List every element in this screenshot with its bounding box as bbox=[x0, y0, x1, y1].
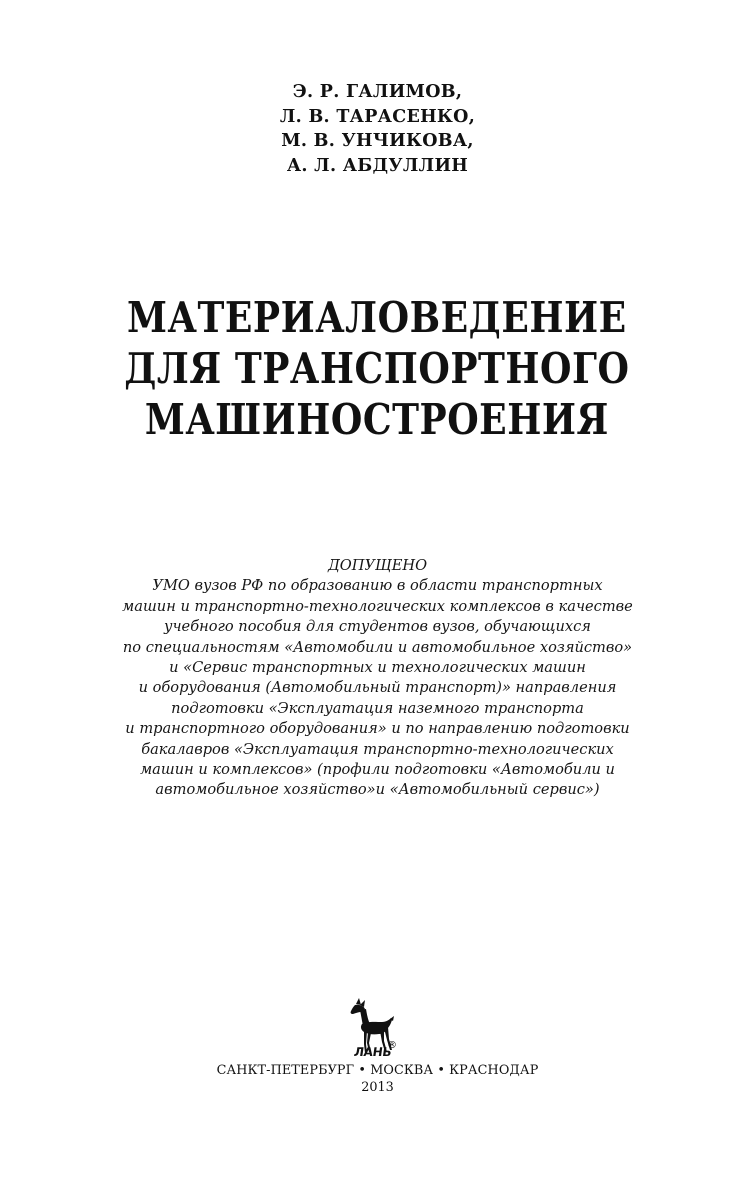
approval-line: по специальностям «Автомобили и автомобильное хозяйство» bbox=[122, 638, 633, 656]
publication-year: 2013 bbox=[361, 1080, 394, 1095]
approval-line: подготовки «Эксплуатация наземного транспорта bbox=[171, 699, 584, 717]
approval-line: и «Сервис транспортных и технологических машин bbox=[169, 659, 586, 677]
book-title bbox=[52, 292, 701, 445]
book-title-line: МАШИНОСТРОЕНИЯ bbox=[144, 395, 609, 444]
author-name: Э. Р. ГАЛИМОВ, bbox=[292, 82, 463, 102]
book-title-line: ДЛЯ ТРАНСПОРТНОГО bbox=[124, 344, 630, 393]
author-name: А. Л. АБДУЛЛИН bbox=[286, 155, 469, 176]
publisher-logo bbox=[345, 998, 407, 1064]
author-name: М. В. УНЧИКОВА, bbox=[281, 131, 474, 151]
approval-line: бакалавров «Эксплуатация транспортно-технологических bbox=[141, 740, 614, 758]
approval-notice bbox=[0, 556, 755, 801]
publisher-cities: САНКТ-ПЕТЕРБУРГ • МОСКВА • КРАСНОДАР bbox=[216, 1063, 539, 1078]
approval-heading: ДОПУЩЕНО bbox=[327, 557, 428, 574]
book-title-line: МАТЕРИАЛОВЕДЕНИЕ bbox=[127, 293, 627, 342]
authors-block bbox=[0, 80, 755, 178]
author-name: Л. В. ТАРАСЕНКО, bbox=[279, 106, 476, 127]
registered-mark: ® bbox=[387, 1040, 397, 1051]
approval-line: учебного пособия для студентов вузов, обучающихся bbox=[164, 618, 591, 636]
approval-line: машин и транспортно-технологических комплексов в качестве bbox=[122, 597, 633, 615]
approval-line: автомобильное хозяйство»и «Автомобильный сервис») bbox=[155, 781, 600, 799]
logo-wordmark: ЛАНЬ bbox=[353, 1045, 393, 1059]
approval-line: УМО вузов РФ по образованию в области транспортных bbox=[152, 577, 603, 595]
approval-line: и оборудования (Автомобильный транспорт)» направления bbox=[138, 679, 617, 697]
approval-line: машин и комплексов» (профили подготовки «Автомобили и bbox=[140, 761, 615, 779]
approval-line: и транспортного оборудования» и по направлению подготовки bbox=[125, 720, 630, 738]
